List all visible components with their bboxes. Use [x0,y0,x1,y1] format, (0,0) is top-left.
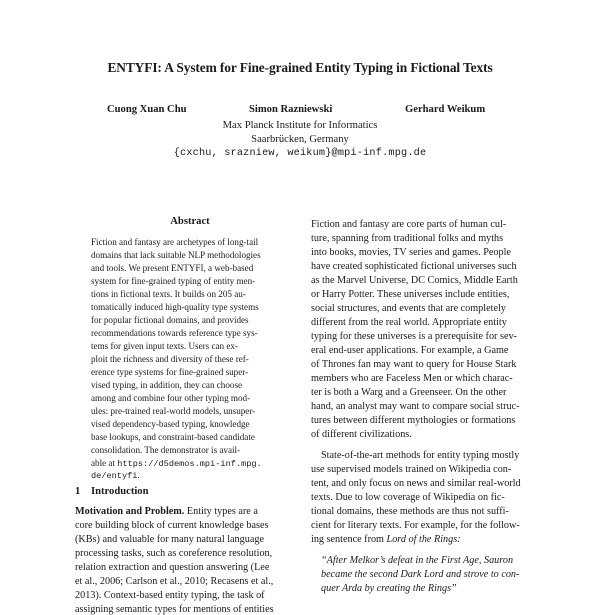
body-line: Fiction and fantasy are core parts of human cul- [311,219,507,230]
body-line: et al., 2006; Carlson et al., 2010; Recasens et al., [75,576,274,587]
body-line: State-of-the-art methods for entity typing mostly [321,450,520,461]
abstract-availability-prefix: able at [91,458,118,468]
body-line: relation extraction and question answering (Lee [75,562,270,573]
body-line: into books, movies, TV series and games. People [311,247,511,258]
body-text: ing sentence from [311,534,387,545]
author-2: Simon Razniewski [249,104,333,115]
abstract-line: among and combine four other typing mod- [91,393,251,403]
body-line: of Thrones fan may want to query for House Stark [311,359,517,370]
abstract-line: tems for given input texts. Users can ex- [91,341,238,351]
demo-url-link-continued[interactable]: de/entyfi [91,471,138,481]
body-line: processing tasks, such as coreference resolution, [75,548,273,559]
author-3: Gerhard Weikum [405,104,486,115]
author-1: Cuong Xuan Chu [107,104,187,115]
body-line: of different civilizations. [311,429,412,440]
demo-url-link[interactable]: https://d5demos.mpi-inf.mpg. [117,459,262,469]
section-heading-introduction [75,486,149,497]
abstract-line: vised typing, in addition, they can choose [91,380,243,390]
paper-title: ENTYFI: A System for Fine-grained Entity Typing in Fictional Texts [107,60,493,75]
abstract-line: ules: pre-trained real-world models, unsuper- [91,406,256,416]
section-title: Introduction [91,486,149,497]
body-line: hand, an analyst may want to compare social struc- [311,401,520,412]
body-line: different from the real world. Appropriate entity [311,317,507,328]
body-line: or Harry Potter. These universes include entities, [311,289,510,300]
abstract-url-line-2 [91,470,289,481]
abstract-line: ploit the richness and diversity of these ref- [91,354,249,364]
abstract-line: base lookups, and constraint-based candidate [91,432,255,442]
body-line: have created sophisticated fictional universes such [311,261,517,272]
book-title: Lord of the Rings: [386,534,461,545]
abstract-line: for popular fictional domains, and provides [91,315,249,325]
body-line: (KBs) and valuable for many natural language [75,534,264,545]
abstract-line: recommendations towards reference type sys- [91,328,258,338]
quote-line: “After Melkor’s defeat in the First Age, Sauron [321,555,514,566]
author-emails: {cxchu, srazniew, weikum}@mpi-inf.mpg.de [173,148,427,159]
abstract-line: Fiction and fantasy are archetypes of long-tail [91,237,259,247]
body-line: eral end-user applications. For example, a Game [311,345,509,356]
abstract-line: domains that lack suitable NLP methodologies [91,250,261,260]
body-line: tent, and only focus on news and similar real-world [311,478,521,489]
abstract-line: and tools. We present ENTYFI, a web-based [91,263,254,273]
abstract-line: system for fine-grained typing of entity men- [91,276,256,286]
body-line: typing for these universes is a prerequisite for sev- [311,331,517,342]
body-line: cient for literary texts. For example, for the follow- [311,520,520,531]
abstract-line: consolidation. The demonstrator is avail- [91,445,241,455]
body-line: tures between different mythologies or formations [311,415,516,426]
body-line: 2013). Context-based entity typing, the task of [75,590,265,601]
abstract-line: tions in fictional texts. It builds on 205 au- [91,289,246,299]
abstract-heading: Abstract [170,216,210,227]
body-line: assigning semantic types for mentions of entities [75,604,274,615]
body-line: core building block of current knowledge bases [75,520,269,531]
body-line-with-title [311,534,531,545]
body-line: ter is both a Warg and a Greenseer. On the other [311,387,507,398]
body-line: as the Marvel Universe, DC Comics, Middle Earth [311,275,518,286]
body-line: tional domains, these methods are thus not suffi- [311,506,509,517]
paragraph-heading: Motivation and Problem. [75,506,185,517]
affiliation-location: Saarbrücken, Germany [251,134,349,145]
abstract-line: vised dependency-based typing, knowledge [91,419,250,429]
affiliation-institute: Max Planck Institute for Informatics [222,120,378,131]
motivation-first-line [75,506,295,517]
quote-line: became the second Dark Lord and strove to con- [321,569,520,580]
url-period: . [137,470,140,480]
abstract-line: erence type systems for fine-grained super- [91,367,249,377]
paragraph-text: Entity types are a [184,506,258,517]
body-line: ture, spanning from traditional folks and myths [311,233,504,244]
quote-line: quer Arda by creating the Rings” [321,583,457,594]
body-line: members who are Faceless Men or which charac- [311,373,513,384]
body-line: social structures, and events that are completely [311,303,506,314]
body-line: texts. Due to low coverage of Wikipedia on fic- [311,492,505,503]
abstract-url-line [91,458,289,469]
body-line: use supervised models trained on Wikipedia con- [311,464,512,475]
section-number: 1 [75,486,81,497]
abstract-line: tomatically induced high-quality type systems [91,302,259,312]
